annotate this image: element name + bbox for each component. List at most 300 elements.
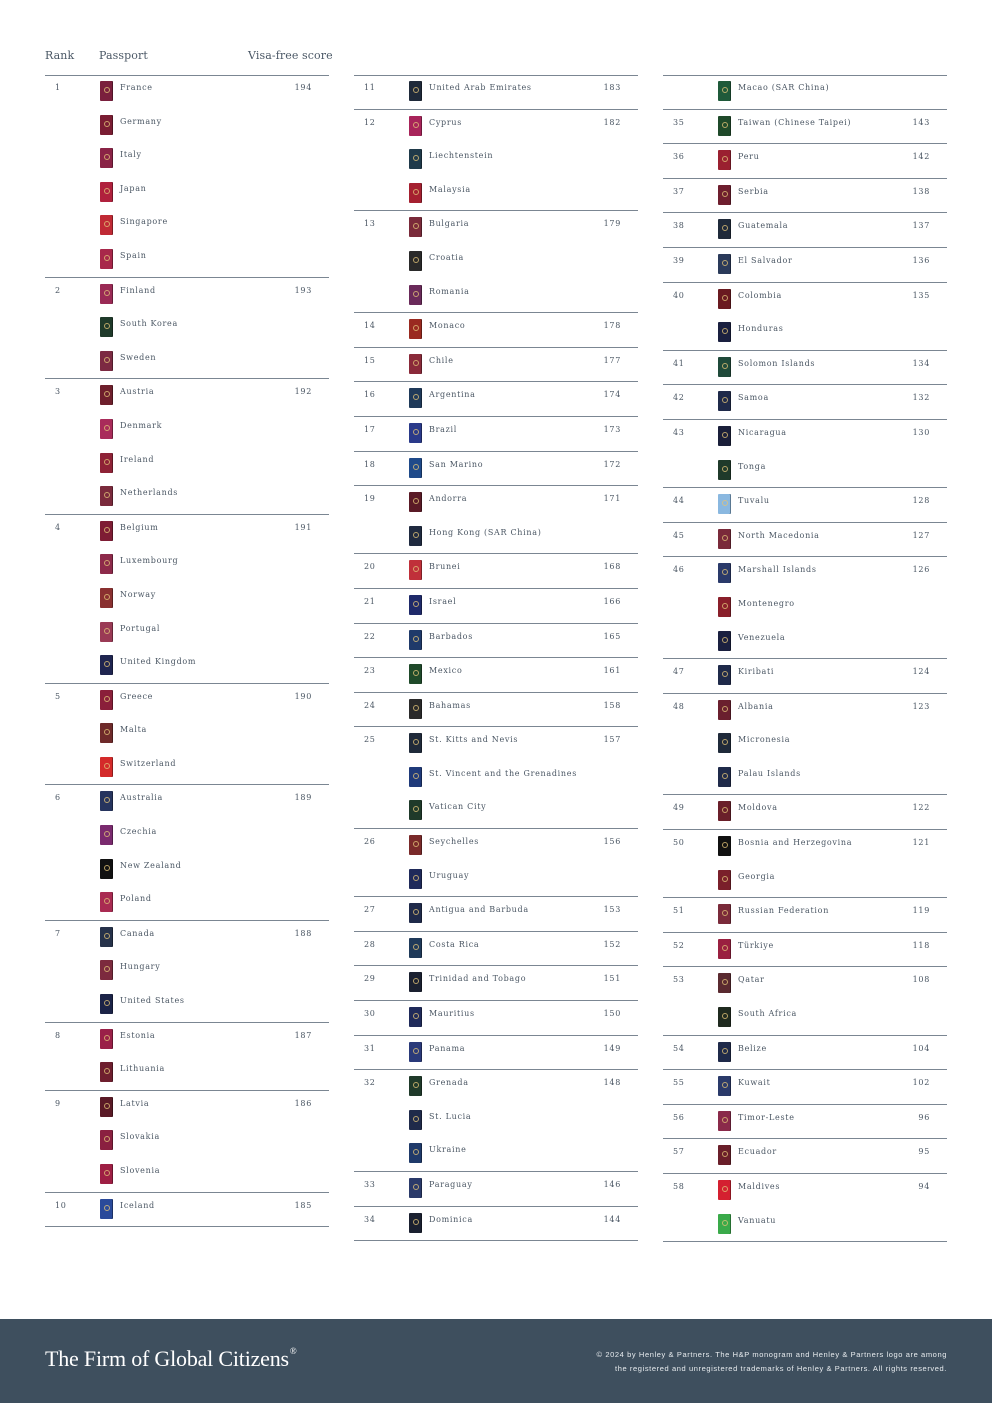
rank-number: 26: [364, 837, 376, 847]
table-row: [663, 1139, 947, 1173]
country-name: Estonia: [120, 1030, 156, 1040]
visa-free-score: 151: [603, 974, 621, 984]
table-row: [45, 278, 329, 312]
table-row: [354, 1036, 638, 1070]
table-row: [354, 279, 638, 313]
passport-cover-icon: [409, 319, 422, 339]
passport-cover-icon: [100, 453, 113, 473]
visa-free-score: 188: [294, 928, 312, 938]
passport-cover-icon: [718, 357, 731, 377]
country-name: South Africa: [738, 1009, 797, 1019]
table-row: [45, 1158, 329, 1192]
visa-free-score: 153: [603, 905, 621, 915]
country-name: Peru: [738, 152, 760, 162]
rank-group: [45, 515, 329, 684]
rank-number: 30: [364, 1009, 376, 1019]
country-name: United States: [120, 996, 185, 1006]
rank-number: 9: [55, 1098, 61, 1108]
passport-cover-icon: [100, 892, 113, 912]
rank-group: [45, 1023, 329, 1091]
rank-group: [354, 727, 638, 829]
table-row: [663, 864, 947, 898]
rank-number: 14: [364, 321, 376, 331]
country-name: Italy: [120, 150, 142, 160]
rank-group: [663, 795, 947, 830]
table-row: [45, 243, 329, 277]
country-name: St. Kitts and Nevis: [429, 735, 519, 745]
rank-group: [663, 898, 947, 933]
country-name: Bosnia and Herzegovina: [738, 838, 853, 848]
passport-cover-icon: [718, 733, 731, 753]
table-row: [45, 142, 329, 176]
table-row: [663, 625, 947, 659]
rank-number: 8: [55, 1030, 61, 1040]
rank-group: [663, 694, 947, 796]
passport-cover-icon: [409, 733, 422, 753]
passport-cover-icon: [718, 836, 731, 856]
rank-number: 5: [55, 691, 61, 701]
passport-cover-icon: [718, 185, 731, 205]
table-row: [663, 351, 947, 385]
table-row: [663, 1001, 947, 1035]
table-row: [663, 283, 947, 317]
rank-group: [45, 921, 329, 1023]
table-row: [354, 452, 638, 486]
rank-group: [663, 248, 947, 283]
country-name: Timor-Leste: [738, 1112, 795, 1122]
visa-free-score: 183: [603, 83, 621, 92]
table-row: [354, 794, 638, 828]
passport-cover-icon: [100, 994, 113, 1014]
rank-number: 34: [364, 1214, 376, 1224]
table-row: [663, 213, 947, 247]
table-row: [354, 897, 638, 931]
rank-number: 20: [364, 562, 376, 572]
table-row: [663, 933, 947, 967]
rank-group: [354, 658, 638, 693]
country-name: Ireland: [120, 454, 155, 464]
rank-group: [354, 1001, 638, 1036]
passport-cover-icon: [718, 1214, 731, 1234]
passport-cover-icon: [409, 835, 422, 855]
country-name: Germany: [120, 116, 162, 126]
table-row: [354, 177, 638, 211]
passport-cover-icon: [409, 699, 422, 719]
country-name: Czechia: [120, 827, 157, 837]
rank-group: [663, 557, 947, 659]
passport-cover-icon: [409, 560, 422, 580]
rank-number: 18: [364, 459, 376, 469]
table-row: [663, 795, 947, 829]
visa-free-score: 122: [912, 803, 930, 813]
country-name: Hungary: [120, 962, 161, 972]
passport-cover-icon: [409, 972, 422, 992]
table-row: [663, 1174, 947, 1208]
table-row: [663, 659, 947, 693]
table-row: [45, 447, 329, 481]
country-name: Spain: [120, 250, 147, 260]
rank-number: 4: [55, 522, 61, 532]
footer-tagline: The Firm of Global Citizens®: [45, 1346, 297, 1371]
rank-group: [354, 693, 638, 728]
visa-free-score: 193: [294, 285, 312, 295]
rank-number: 44: [673, 496, 685, 506]
rank-number: 37: [673, 186, 685, 196]
passport-cover-icon: [100, 588, 113, 608]
passport-cover-icon: [100, 521, 113, 541]
rank-number: 31: [364, 1043, 376, 1053]
country-name: Vanuatu: [738, 1215, 777, 1225]
passport-cover-icon: [100, 859, 113, 879]
rank-number: 2: [55, 285, 61, 295]
passport-cover-icon: [718, 529, 731, 549]
table-row: [663, 727, 947, 761]
table-row: [45, 988, 329, 1022]
visa-free-score: 126: [912, 565, 930, 575]
rank-number: 48: [673, 701, 685, 711]
country-name: Portugal: [120, 623, 161, 633]
passport-cover-icon: [718, 767, 731, 787]
country-name: Netherlands: [120, 488, 179, 498]
rank-group: [354, 829, 638, 897]
table-row: [354, 75, 638, 109]
passport-cover-icon: [100, 317, 113, 337]
country-name: Nicaragua: [738, 427, 787, 437]
country-name: Guatemala: [738, 221, 789, 231]
visa-free-score: 123: [912, 701, 930, 711]
country-name: Russian Federation: [738, 906, 830, 916]
country-name: Venezuela: [738, 632, 786, 642]
rank-group: [663, 488, 947, 523]
visa-free-score: 95: [918, 1147, 930, 1157]
table-row: [354, 1207, 638, 1241]
country-name: Vatican City: [429, 802, 487, 812]
passport-cover-icon: [100, 1062, 113, 1082]
country-name: Samoa: [738, 393, 769, 403]
rank-number: 42: [673, 393, 685, 403]
passport-cover-icon: [718, 1145, 731, 1165]
passport-cover-icon: [100, 385, 113, 405]
visa-free-score: 138: [912, 186, 930, 196]
passport-cover-icon: [718, 870, 731, 890]
visa-free-score: 194: [294, 83, 312, 92]
visa-free-score: 192: [294, 387, 312, 397]
passport-cover-icon: [409, 354, 422, 374]
rank-number: 24: [364, 700, 376, 710]
passport-cover-icon: [100, 486, 113, 506]
passport-cover-icon: [718, 322, 731, 342]
visa-free-score: 178: [603, 321, 621, 331]
country-name: Cyprus: [429, 117, 463, 127]
table-row: [663, 591, 947, 625]
rank-number: 47: [673, 667, 685, 677]
table-row: [354, 1104, 638, 1138]
country-name: St. Vincent and the Grenadines: [429, 768, 578, 778]
country-name: Montenegro: [738, 598, 795, 608]
visa-free-score: 166: [603, 596, 621, 606]
table-row: [354, 1070, 638, 1104]
rank-group: [663, 1105, 947, 1140]
rank-group: [45, 684, 329, 786]
visa-free-score: 96: [918, 1112, 930, 1122]
table-row: [354, 829, 638, 863]
table-row: [45, 515, 329, 549]
table-row: [45, 109, 329, 143]
rank-group: [45, 379, 329, 514]
rank-number: 36: [673, 152, 685, 162]
country-name: Türkiye: [738, 940, 774, 950]
rank-number: 15: [364, 355, 376, 365]
country-name: Mexico: [429, 666, 463, 676]
country-name: Australia: [120, 793, 164, 803]
country-name: Slovakia: [120, 1132, 160, 1142]
country-name: Japan: [120, 183, 147, 193]
rank-number: 27: [364, 905, 376, 915]
country-name: Albania: [738, 701, 774, 711]
country-name: Brunei: [429, 562, 461, 572]
rank-group: [45, 278, 329, 380]
rank-number: 32: [364, 1078, 376, 1088]
score-header: Visa-free score: [248, 49, 333, 62]
table-row: [663, 830, 947, 864]
visa-free-score: 132: [912, 393, 930, 403]
passport-cover-icon: [718, 460, 731, 480]
visa-free-score: 137: [912, 221, 930, 231]
country-name: Luxembourg: [120, 556, 179, 566]
passport-cover-icon: [409, 903, 422, 923]
table-row: [45, 345, 329, 379]
rank-number: 33: [364, 1180, 376, 1189]
table-row: [354, 589, 638, 623]
country-name: Paraguay: [429, 1180, 473, 1189]
table-row: [663, 967, 947, 1001]
rank-group: [354, 313, 638, 348]
passport-cover-icon: [409, 1213, 422, 1233]
table-row: [45, 819, 329, 853]
rank-group: [354, 382, 638, 417]
rank-number: 29: [364, 974, 376, 984]
visa-free-score: 134: [912, 358, 930, 368]
registered-mark: ®: [289, 1346, 297, 1356]
rank-number: 39: [673, 255, 685, 265]
rank-group: [663, 351, 947, 386]
passport-cover-icon: [718, 494, 731, 514]
table-row: [45, 717, 329, 751]
passport-cover-icon: [409, 81, 422, 101]
visa-free-score: 128: [912, 496, 930, 506]
table-row: [354, 382, 638, 416]
passport-cover-icon: [409, 630, 422, 650]
rank-number: 38: [673, 221, 685, 231]
rank-number: 50: [673, 838, 685, 848]
rank-group: [663, 283, 947, 351]
table-row: [45, 413, 329, 447]
passport-cover-icon: [100, 284, 113, 304]
visa-free-score: 187: [294, 1030, 312, 1040]
table-row: [45, 954, 329, 988]
rank-number: 25: [364, 735, 376, 745]
table-row: [354, 863, 638, 897]
table-row: [354, 1137, 638, 1171]
rank-group: [354, 589, 638, 624]
table-row: [45, 209, 329, 243]
rank-number: 16: [364, 390, 376, 400]
passport-cover-icon: [718, 597, 731, 617]
table-row: [663, 523, 947, 557]
country-name: Micronesia: [738, 735, 791, 745]
rank-number: 52: [673, 940, 685, 950]
rank-group: [663, 1036, 947, 1071]
rank-number: 28: [364, 939, 376, 949]
passport-cover-icon: [100, 249, 113, 269]
table-row: [45, 649, 329, 683]
table-row: [663, 385, 947, 419]
ranking-column-1: [45, 75, 329, 1227]
country-name: France: [120, 83, 153, 92]
country-name: Kiribati: [738, 667, 775, 677]
rank-number: 13: [364, 219, 376, 229]
country-name: United Kingdom: [120, 657, 197, 667]
visa-free-score: 185: [294, 1200, 312, 1210]
rank-group: [354, 1036, 638, 1071]
visa-free-score: 179: [603, 219, 621, 229]
table-row: [45, 886, 329, 920]
rank-number: 43: [673, 427, 685, 437]
table-row: [663, 898, 947, 932]
country-name: Malta: [120, 725, 148, 735]
passport-cover-icon: [409, 116, 422, 136]
country-name: Monaco: [429, 321, 466, 331]
passport-cover-icon: [409, 183, 422, 203]
country-name: Kuwait: [738, 1078, 771, 1088]
table-row: [663, 557, 947, 591]
table-row: [45, 176, 329, 210]
passport-cover-icon: [718, 1007, 731, 1027]
rank-group: [663, 933, 947, 968]
rank-group: [663, 659, 947, 694]
country-name: Antigua and Barbuda: [429, 905, 529, 915]
table-row: [663, 694, 947, 728]
table-row: [663, 110, 947, 144]
passport-cover-icon: [100, 960, 113, 980]
rank-group: [354, 1070, 638, 1172]
visa-free-score: 136: [912, 255, 930, 265]
rank-number: 17: [364, 424, 376, 434]
visa-free-score: 152: [603, 939, 621, 949]
country-name: North Macedonia: [738, 530, 820, 540]
passport-header: Passport: [99, 49, 148, 62]
rank-group: [663, 1174, 947, 1242]
rank-group: [354, 624, 638, 659]
passport-cover-icon: [100, 419, 113, 439]
rank-number: 21: [364, 596, 376, 606]
table-row: [663, 316, 947, 350]
visa-free-score: 157: [603, 735, 621, 745]
country-name: Belize: [738, 1043, 767, 1053]
passport-cover-icon: [409, 800, 422, 820]
table-row: [354, 1172, 638, 1206]
country-name: Trinidad and Tobago: [429, 974, 527, 984]
visa-free-score: 130: [912, 427, 930, 437]
country-name: Malaysia: [429, 184, 471, 194]
visa-free-score: 119: [912, 906, 930, 916]
visa-free-score: 104: [912, 1043, 930, 1053]
passport-cover-icon: [409, 1110, 422, 1130]
table-row: [45, 1023, 329, 1057]
country-name: United Arab Emirates: [429, 83, 532, 92]
visa-free-score: 156: [603, 837, 621, 847]
visa-free-score: 142: [912, 152, 930, 162]
visa-free-score: 146: [603, 1180, 621, 1189]
country-name: Mauritius: [429, 1009, 475, 1019]
passport-cover-icon: [100, 1199, 113, 1219]
country-name: Honduras: [738, 324, 784, 334]
table-row: [663, 1208, 947, 1242]
passport-cover-icon: [409, 1007, 422, 1027]
rank-group: [663, 523, 947, 558]
passport-cover-icon: [409, 217, 422, 237]
visa-free-score: 177: [603, 355, 621, 365]
rank-group: [663, 830, 947, 898]
visa-free-score: 189: [294, 793, 312, 803]
rank-group: [354, 452, 638, 487]
passport-cover-icon: [718, 665, 731, 685]
passport-cover-icon: [409, 388, 422, 408]
visa-free-score: 149: [603, 1043, 621, 1053]
rank-group: [354, 211, 638, 313]
country-name: Bahamas: [429, 700, 471, 710]
country-name: Seychelles: [429, 837, 480, 847]
passport-cover-icon: [409, 285, 422, 305]
visa-free-score: 150: [603, 1009, 621, 1019]
visa-free-score: 191: [294, 522, 312, 532]
passport-cover-icon: [100, 182, 113, 202]
country-name: Austria: [120, 387, 155, 397]
country-name: Taiwan (Chinese Taipei): [738, 117, 852, 127]
passport-cover-icon: [100, 757, 113, 777]
passport-cover-icon: [718, 1076, 731, 1096]
country-name: Denmark: [120, 420, 163, 430]
visa-free-score: 148: [603, 1078, 621, 1088]
country-name: Chile: [429, 355, 454, 365]
visa-free-score: 168: [603, 562, 621, 572]
passport-cover-icon: [718, 904, 731, 924]
passport-cover-icon: [718, 81, 731, 101]
country-name: Marshall Islands: [738, 565, 817, 575]
rank-number: 7: [55, 928, 61, 938]
table-row: [45, 548, 329, 582]
table-row: [354, 727, 638, 761]
table-row: [354, 554, 638, 588]
passport-cover-icon: [718, 801, 731, 821]
visa-free-score: 102: [912, 1078, 930, 1088]
table-row: [354, 417, 638, 451]
country-name: Grenada: [429, 1078, 469, 1088]
country-name: Bulgaria: [429, 219, 470, 229]
passport-cover-icon: [100, 690, 113, 710]
passport-cover-icon: [409, 938, 422, 958]
ranking-column-3: [663, 75, 947, 1242]
table-row: [663, 420, 947, 454]
passport-cover-icon: [100, 351, 113, 371]
table-row: [354, 658, 638, 692]
rank-group: [354, 1172, 638, 1207]
visa-free-score: 121: [912, 838, 930, 848]
table-row: [45, 75, 329, 109]
country-name: Liechtenstein: [429, 151, 494, 161]
copyright-notice: © 2024 by Henley & Partners. The H&P monogram and Henley & Partners logo are among the registered and unregistered trademarks of Henley & Partners. All rights reserved.: [596, 1350, 947, 1373]
passport-cover-icon: [409, 767, 422, 787]
